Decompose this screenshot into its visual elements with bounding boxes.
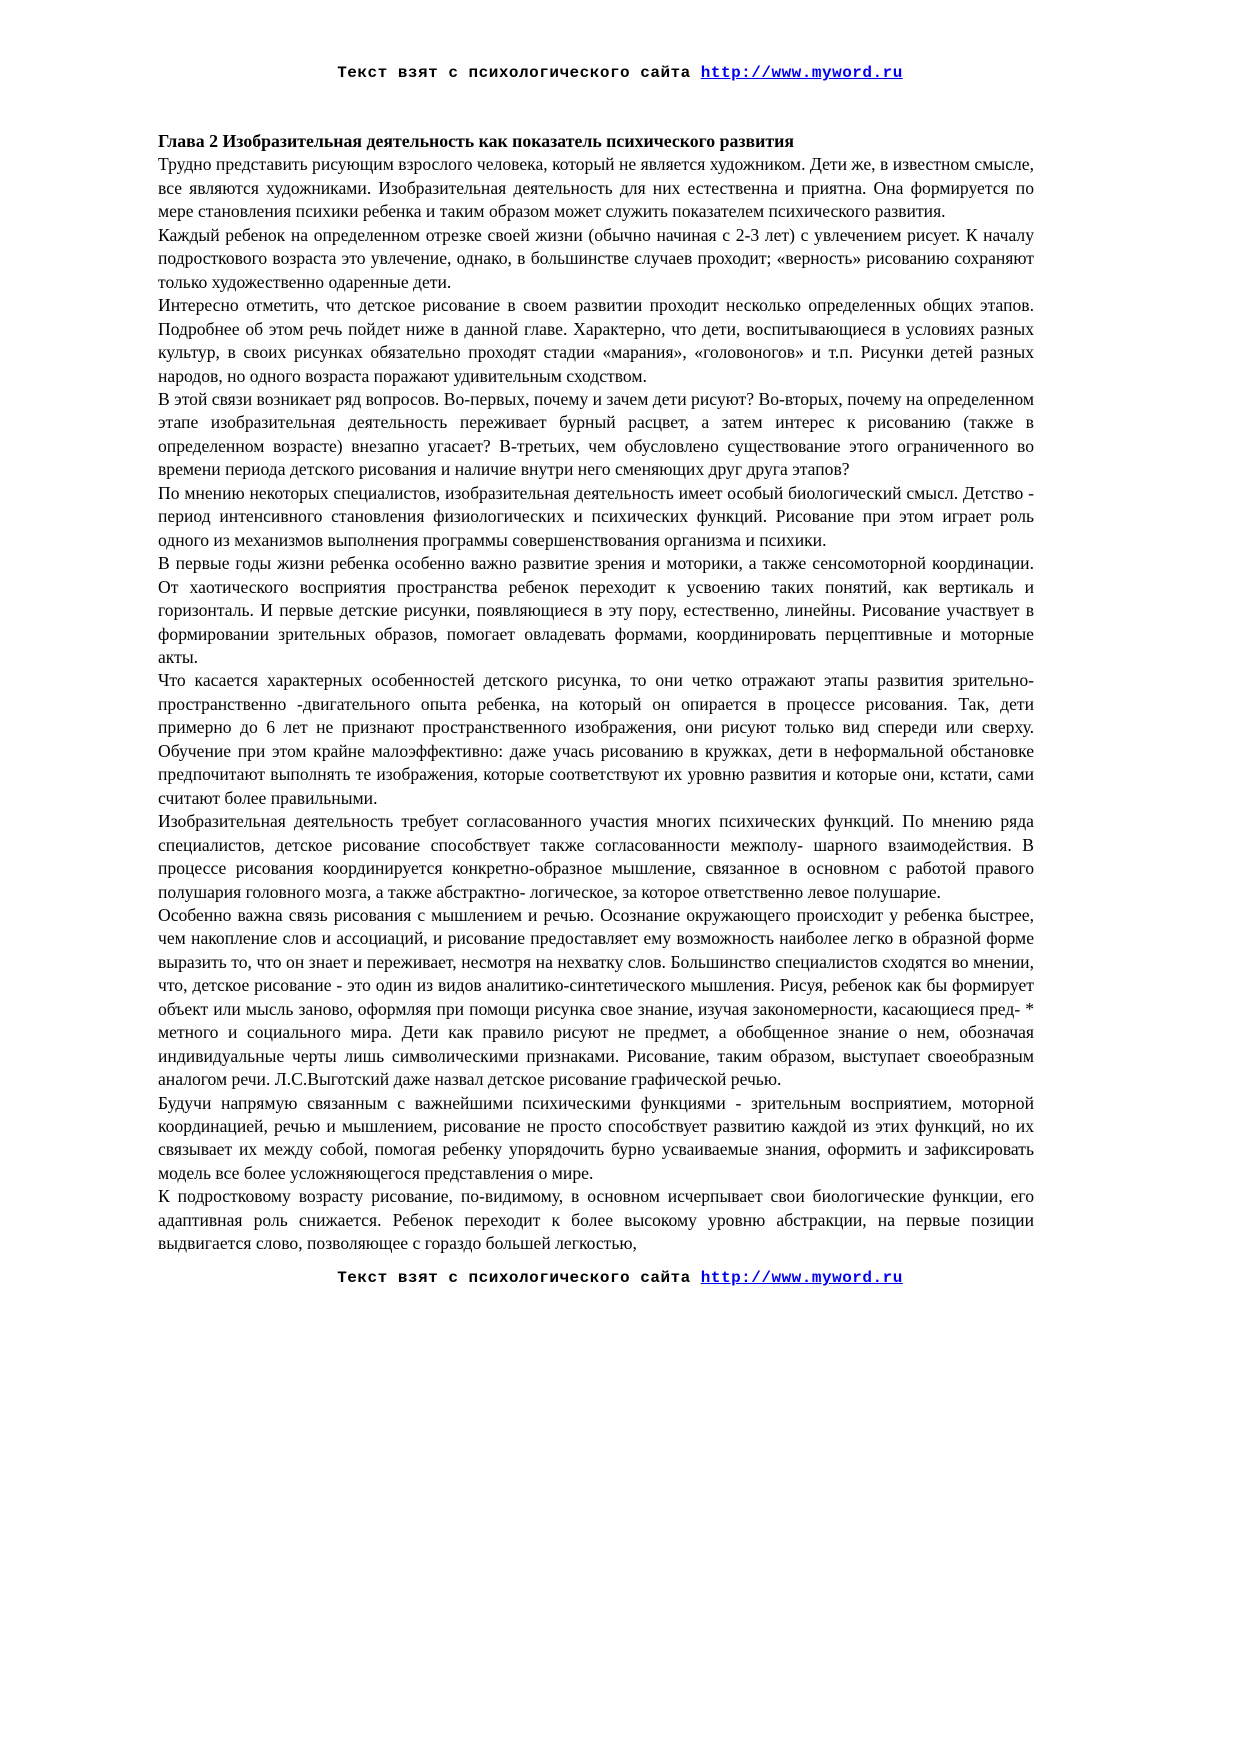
paragraph-5: По мнению некоторых специалистов, изобразительная деятельность имеет особый биологический смысл. Детство - период интенсивного становления физиологических и психических функций. Рисование при этом играет роль одного из механизмов выполнения программы совершенствования организма и психики. — [158, 482, 1034, 550]
page-footer — [0, 1269, 1240, 1287]
paragraph-10: Будучи напрямую связанным с важнейшими психическими функциями - зрительным восприятием, моторной координацией, речью и мышлением, рисование не просто способствует развитию каждой из этих функций, но их связывает их между собой, помогая ребенку упорядочить бурно усваиваемые знания, оформить и зафиксировать модель все более усложняющегося представления о мире. — [158, 1092, 1034, 1183]
document-body — [158, 130, 1034, 1256]
paragraph-3: Интересно отметить, что детское рисование в своем развитии проходит несколько определенных общих этапов. Подробнее об этом речь пойдет ниже в данной главе. Характерно, что дети, воспитывающиеся в условиях разных культур, в своих рисунках обязательно проходят стадии «марания», «головоногов» и т.п. Рисунки детей разных народов, но одного возраста поражают удивительным сходством. — [158, 295, 1034, 386]
paragraph-9: Особенно важна связь рисования с мышлением и речью. Осознание окружающего происходит у ребенка быстрее, чем накопление слов и ассоциаций, и рисование предоставляет ему возможность наиболее легко в образной форме выразить то, что он знает и переживает, несмотря на нехватку слов. Большинство специалистов сходятся во мнении, что, детское рисование - это один из видов аналитико-синтетического мышления. Рисуя, ребенок как бы формирует объект или мысль заново, оформляя при помощи рисунка свое знание, изучая закономерности, касающиеся пред- * метного и социального мира. Дети как правило рисуют не предмет, а обобщенное знание о нем, обозначая индивидуальные черты лишь символическими признаками. Рисование, таким образом, выступает своеобразным аналогом речи. Л.С.Выготский даже назвал детское рисование графической речью. — [158, 904, 1034, 1090]
header-source-link[interactable]: http://www.myword.ru — [700, 64, 903, 82]
paragraph-11: К подростковому возрасту рисование, по-видимому, в основном исчерпывает свои биологические функции, его адаптивная роль снижается. Ребенок переходит к более высокому уровню абстракции, на первые позиции выдвигается слово, позволяющее с гораздо большей легкостью, — [158, 1186, 1034, 1254]
header-source-note: Текст взят с психологического сайта — [337, 64, 691, 82]
footer-source-note: Текст взят с психологического сайта — [337, 1268, 691, 1287]
paragraph-1: Трудно представить рисующим взрослого человека, который не является художником. Дети же, в известном смысле, все являются художниками. Изобразительная деятельность для них естественна и приятна. Она формируется по мере становления психики ребенка и таким образом может служить показателем психического развития. — [158, 154, 1034, 222]
page-header — [0, 0, 1240, 82]
paragraph-2: Каждый ребенок на определенном отрезке своей жизни (обычно начиная с 2-3 лет) с увлечением рисует. К началу подросткового возраста это увлечение, однако, в большинстве случаев проходит; «верность» рисованию сохраняют только художественно одаренные дети. — [158, 224, 1034, 292]
footer-source-link[interactable]: http://www.myword.ru — [700, 1268, 903, 1287]
paragraph-4: В этой связи возникает ряд вопросов. Во-первых, почему и зачем дети рисуют? Во-вторых, почему на определенном этапе изобразительная деятельность переживает бурный расцвет, а затем интерес к рисованию (также в определенном возрасте) внезапно угасает? В-третьих, чем обусловлено существование этого ограниченного во времени периода детского рисования и наличие внутри него сменяющих друг друга этапов? — [158, 388, 1034, 480]
paragraph-8: Изобразительная деятельность требует согласованного участия многих психических функций. По мнению ряда специалистов, детское рисование способствует также согласованности межполу- шарного взаимодействия. В процессе рисования координируется конкретно-образное мышление, связанное в основном с работой правого полушария головного мозга, а также абстрактно- логическое, за которое ответственно левое полушарие. — [158, 811, 1034, 902]
paragraph-7: Что касается характерных особенностей детского рисунка, то они четко отражают этапы развития зрительно-пространственно -двигательного опыта ребенка, на который он опирается в процессе рисования. Так, дети примерно до 6 лет не признают пространственного изображения, они рисуют только вид спереди или сверху. Обучение при этом крайне малоэффективно: даже учась рисованию в кружках, дети в неформальной обстановке предпочитают выполнять те изображения, которые соответствуют их уровню развития и которые они, кстати, сами считают более правильными. — [158, 670, 1034, 808]
paragraph-6: В первые годы жизни ребенка особенно важно развитие зрения и моторики, а также сенсомоторной координации. От хаотического восприятия пространства ребенок переходит к усвоению таких понятий, как вертикаль и горизонталь. И первые детские рисунки, появляющиеся в эту пору, естественно, линейны. Рисование участвует в формировании зрительных образов, помогает овладевать формами, координировать перцептивные и моторные акты. — [158, 553, 1034, 667]
chapter-title: Глава 2 Изобразительная деятельность как показатель психического развития — [158, 131, 794, 151]
